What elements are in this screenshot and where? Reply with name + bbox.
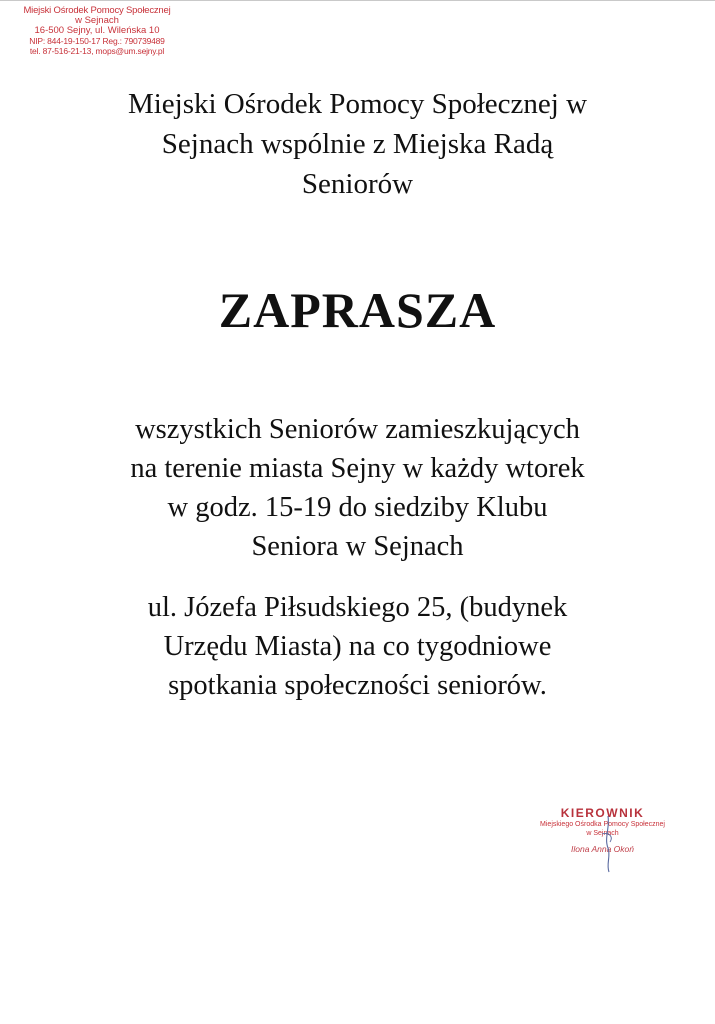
heading-line: Seniorów (301, 168, 414, 200)
signature-name: Ilona Anna Okoń (570, 844, 634, 854)
top-border-line (0, 0, 715, 1)
signature-org-town: w Sejnach (586, 830, 619, 837)
invite-title: ZAPRASZA (218, 282, 497, 338)
signature-org: Miejskiego Ośrodka Pomocy Społecznej (540, 821, 665, 828)
handwritten-signature (588, 814, 628, 874)
address-paragraph (40, 588, 675, 705)
stamp-nip-regon: NIP: 844-19-150-17 Reg.: 790739489 (29, 36, 165, 46)
heading-line: Miejski Ośrodek Pomocy Społecznej w (127, 88, 588, 120)
address-line: spotkania społeczności seniorów. (168, 670, 547, 701)
body-line: na terenie miasta Sejny w każdy wtorek (130, 453, 585, 484)
address-line: Urzędu Miasta) na co tygodniowe (163, 631, 552, 662)
stamp-contact: tel. 87-516-21-13, mops@um.sejny.pl (29, 46, 165, 56)
invitation-paragraph (40, 410, 675, 566)
body-line: wszystkich Seniorów zamieszkujących (135, 414, 580, 445)
signature-title: KIEROWNIK (560, 806, 645, 820)
heading-paragraph (40, 84, 675, 204)
stamp-org-name: Miejski Ośrodek Pomocy Społecznej (23, 5, 171, 16)
address-line: ul. Józefa Piłsudskiego 25, (budynek (147, 592, 568, 623)
body-line: w godz. 15-19 do siedziby Klubu (167, 492, 548, 523)
body-line: Seniora w Sejnach (251, 531, 464, 562)
stamp-address: 16-500 Sejny, ul. Wileńska 10 (34, 25, 160, 36)
stamp-org-town: w Sejnach (75, 15, 119, 26)
heading-line: Sejnach wspólnie z Miejska Radą (161, 128, 554, 160)
header-stamp (8, 6, 186, 56)
